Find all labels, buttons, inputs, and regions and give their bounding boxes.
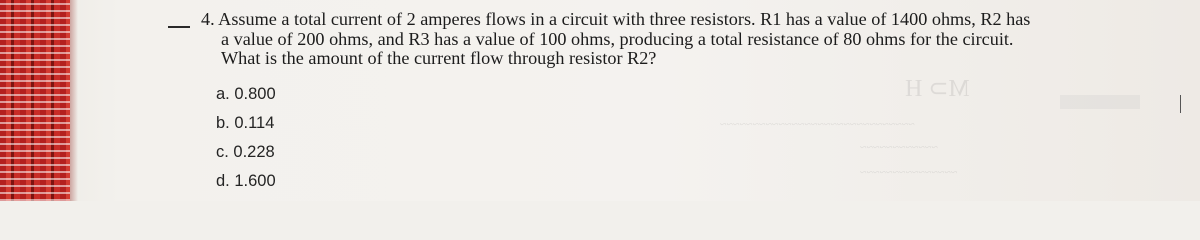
- option-c[interactable]: c. 0.228: [216, 143, 275, 161]
- option-a[interactable]: a. 0.800: [216, 85, 276, 103]
- bleed-through-mark: ~~~~~~~~~~~~~~~: [860, 165, 958, 179]
- question-line: a value of 200 ohms, and R3 has a value of 100 ohms, producing a total resistance of 80 ohms for the circuit.: [221, 28, 1014, 49]
- bleed-through-mark: ~~~~~~~~~~~~: [860, 140, 938, 154]
- answer-options: [216, 80, 276, 196]
- question-text: [201, 10, 1101, 69]
- bleed-through-bar: [1060, 95, 1140, 109]
- answer-blank-line[interactable]: [168, 26, 190, 28]
- red-fabric-edge: [0, 0, 70, 201]
- option-d[interactable]: d. 1.600: [216, 172, 276, 190]
- bleed-through-mark: ~~~~~~~~~~~~~~~~~~~~~~~~~~~~~~: [720, 117, 915, 131]
- question-line: 4. Assume a total current of 2 amperes flows in a circuit with three resistors. R1 has a value of 1400 ohms, R2 has: [201, 9, 1031, 29]
- bleed-through-mark: M⊃ H: [905, 76, 970, 102]
- option-b[interactable]: b. 0.114: [216, 114, 275, 132]
- question-line: What is the amount of the current flow through resistor R2?: [221, 48, 657, 68]
- margin-tick-mark: [1180, 95, 1181, 113]
